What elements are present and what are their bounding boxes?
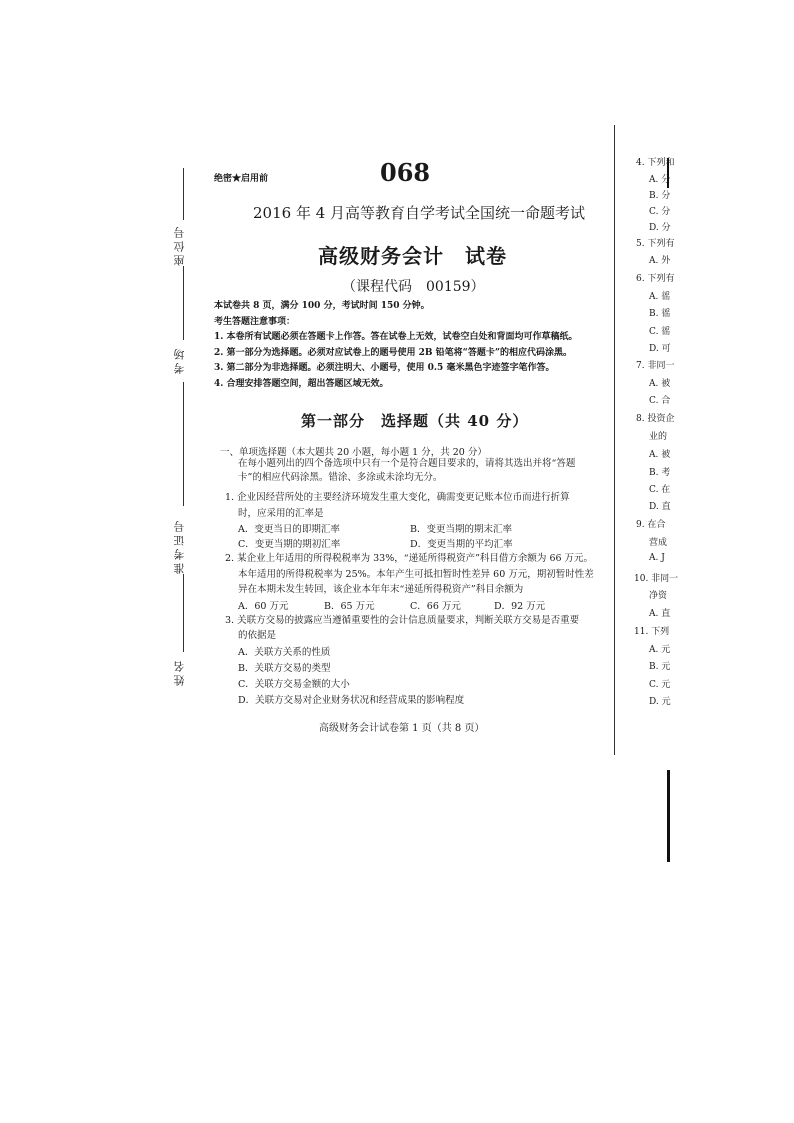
fragment-line: D. 直 xyxy=(649,502,671,512)
fragment-line: 9. 在合 xyxy=(636,520,666,530)
part-one-title: 第一部分 选择题（共 40 分） xyxy=(301,412,529,430)
fragment-line: 8. 投资企 xyxy=(636,414,675,424)
fragment-line: B. 分 xyxy=(649,191,671,201)
fragment-line: 6. 下列有 xyxy=(636,274,675,284)
fragment-line: C. 分 xyxy=(649,207,671,217)
binding-line xyxy=(183,382,184,506)
section-heading: 一、单项选择题（本大题共 20 小题，每小题 1 分，共 20 分） xyxy=(220,447,487,458)
question-2-stem-cont: 本年适用的所得税税率为 25%。本年产生可抵扣暂时性差异 60 万元，期初暂时性差 xyxy=(238,569,594,580)
fragment-line: 10. 非同一 xyxy=(634,574,679,584)
question-2-stem: 2. 某企业上年适用的所得税税率为 33%，“递延所得税资产”科目借方余额为 66 万元。 xyxy=(225,553,594,564)
question-1-option-d: D．变更当期的平均汇率 xyxy=(410,539,513,550)
fragment-line: 11. 下列 xyxy=(634,627,670,637)
exam-title: 2016 年 4 月高等教育自学考试全国统一命题考试 xyxy=(253,204,586,222)
instruction-line: 考生答题注意事项： xyxy=(214,316,296,327)
question-3-option-c: C．关联方交易金额的大小 xyxy=(238,679,350,690)
secret-mark: 绝密★启用前 xyxy=(214,174,269,184)
ticket-number-label: 准考证号 xyxy=(173,518,186,574)
question-1-option-c: C．变更当期的期初汇率 xyxy=(238,539,341,550)
fragment-line: A. 分 xyxy=(649,175,671,185)
question-3-stem: 3. 关联方交易的披露应当遵循重要性的会计信息质量要求，判断关联方交易是否重要 xyxy=(225,615,580,626)
seat-number-label: 座位号 xyxy=(173,224,186,266)
question-2-option-a: A．60 万元 xyxy=(238,601,289,612)
instruction-line: 本试卷共 8 页，满分 100 分，考试时间 150 分钟。 xyxy=(214,301,430,311)
fragment-line: 7. 非同一 xyxy=(636,361,675,371)
fragment-line: B. 考 xyxy=(649,468,671,478)
scan-edge-mark xyxy=(667,770,670,862)
question-1-option-a: A．变更当日的即期汇率 xyxy=(238,524,340,535)
fragment-line: C. 徭 xyxy=(649,327,671,337)
fragment-line: 业的 xyxy=(649,432,668,442)
fragment-line: A. 直 xyxy=(649,609,671,619)
section-desc-line: 在每小题列出的四个备选项中只有一个是符合题目要求的，请将其选出并将“答题 xyxy=(238,458,576,469)
paper-code: 068 xyxy=(380,158,431,187)
binding-line xyxy=(183,168,184,220)
page-edge-line xyxy=(614,125,615,755)
fragment-line: 5. 下列有 xyxy=(636,239,675,249)
question-2-option-d: D．92 万元 xyxy=(494,601,546,612)
name-label: 姓名 xyxy=(173,658,186,686)
question-3-option-b: B．关联方交易的类型 xyxy=(238,663,331,674)
question-2-option-b: B．65 万元 xyxy=(324,601,375,612)
fragment-line: C. 合 xyxy=(649,396,671,406)
binding-line xyxy=(183,574,184,652)
question-1-stem: 1. 企业因经营所处的主要经济环境发生重大变化，确需变更记账本位币而进行折算 xyxy=(225,492,570,503)
page-footer: 高级财务会计试卷第 1 页（共 8 页） xyxy=(319,723,485,734)
fragment-line: D. 分 xyxy=(649,223,671,233)
instruction-line: 3. 第二部分为非选择题。必须注明大、小题号，使用 0.5 毫米黑色字迹签字笔作答。 xyxy=(214,363,555,373)
question-3-option-a: A．关联方关系的性质 xyxy=(238,647,331,658)
instruction-line: 2. 第一部分为选择题。必须对应试卷上的题号使用 2B 铅笔将“答题卡”的相应代码涂黑。 xyxy=(214,347,573,358)
fragment-line: 4. 下列和 xyxy=(636,158,675,168)
instruction-line: 1. 本卷所有试题必须在答题卡上作答。答在试卷上无效，试卷空白处和背面均可作草稿纸。 xyxy=(214,332,578,342)
section-desc-line: 卡”的相应代码涂黑。错涂、多涂或未涂均无分。 xyxy=(238,472,443,483)
instruction-line: 4. 合理安排答题空间，超出答题区域无效。 xyxy=(214,378,389,389)
question-1-stem-cont: 时，应采用的汇率是 xyxy=(238,508,324,519)
instructions xyxy=(214,299,578,392)
fragment-line: D. 可 xyxy=(649,344,671,354)
fragment-line: 营成 xyxy=(649,538,668,548)
fragment-line: C. 在 xyxy=(649,485,671,495)
fragment-line: 净资 xyxy=(649,591,668,601)
binding-line xyxy=(183,266,184,340)
section-description xyxy=(238,457,575,485)
fragment-line: A. 被 xyxy=(649,450,671,460)
paper-title: 高级财务会计 试卷 xyxy=(318,244,507,268)
fragment-line: A. 元 xyxy=(649,645,671,655)
question-1-option-b: B．变更当期的期末汇率 xyxy=(410,524,512,535)
question-2-option-c: C．66 万元 xyxy=(410,601,461,612)
question-2-stem-cont: 异在本期未发生转回，该企业本年年末“递延所得税资产”科目余额为 xyxy=(238,584,524,595)
exam-site-label: 考场 xyxy=(173,346,186,374)
fragment-line: B. 元 xyxy=(649,662,671,672)
fragment-line: B. 徭 xyxy=(649,309,671,319)
course-code: （课程代码 00159） xyxy=(342,279,485,295)
fragment-line: A. 徭 xyxy=(649,292,671,302)
question-3-option-d: D．关联方交易对企业财务状况和经营成果的影响程度 xyxy=(238,695,465,706)
fragment-line: D. 元 xyxy=(649,697,671,707)
fragment-line: A. 被 xyxy=(649,379,671,389)
fragment-line: C. 元 xyxy=(649,680,671,690)
question-3-stem-cont: 的依据是 xyxy=(238,630,277,641)
fragment-line: A. J xyxy=(649,553,665,563)
fragment-line: A. 外 xyxy=(649,256,671,266)
